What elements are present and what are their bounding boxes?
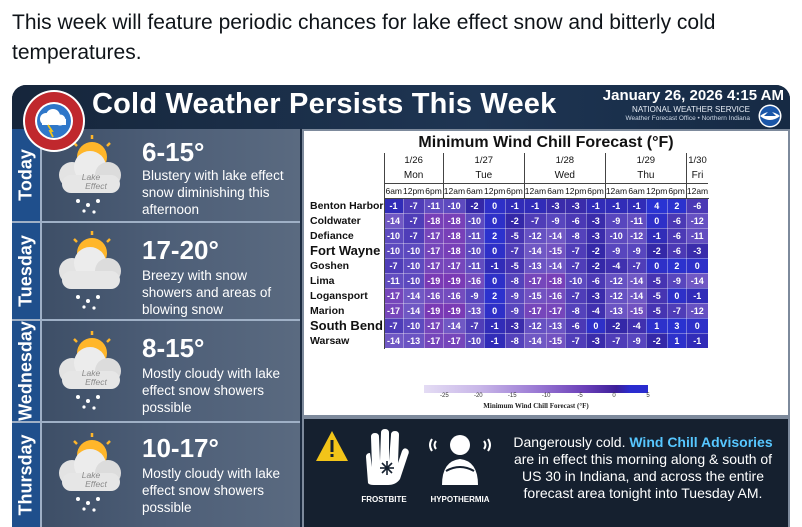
- wind-chill-cell: -3: [565, 198, 586, 213]
- wind-chill-cell: -11: [686, 228, 708, 243]
- location-name: Logansport: [308, 288, 384, 303]
- advisory-rest: are in effect this morning along & south of US 30 in Indiana, and across the entire forecast area tonight into Tuesday AM.: [513, 451, 773, 501]
- wind-chill-cell: -16: [546, 288, 565, 303]
- day-label: Tue: [443, 168, 524, 183]
- day-label: Thu: [605, 168, 686, 183]
- wind-chill-cell: -13: [403, 333, 424, 348]
- colorbar-tick: -5: [577, 393, 583, 399]
- wind-chill-cell: -9: [627, 333, 646, 348]
- wind-chill-cell: 2: [484, 228, 505, 243]
- table-row: [308, 288, 708, 303]
- warning-icon: [314, 429, 350, 463]
- day-temp: 17-20°: [142, 235, 219, 265]
- date-label: 1/28: [524, 153, 605, 168]
- frostbite-hand-icon: [352, 427, 416, 487]
- hypothermia-label: HYPOTHERMIA: [430, 495, 490, 504]
- wind-chill-cell: -5: [646, 273, 667, 288]
- wind-chill-cell: -13: [546, 318, 565, 333]
- hour-label: 12pm: [484, 183, 505, 198]
- wind-chill-cell: -8: [505, 333, 524, 348]
- advisory-text: [504, 434, 782, 502]
- day-label: Fri: [686, 168, 708, 183]
- wind-chill-cell: -19: [443, 273, 465, 288]
- wind-chill-cell: -8: [565, 228, 586, 243]
- wind-chill-cell: -9: [546, 213, 565, 228]
- advisory-panel: [304, 419, 788, 527]
- wind-chill-cell: -7: [403, 198, 424, 213]
- table-row: [308, 333, 708, 348]
- snow-showers-icon: [48, 229, 136, 313]
- graphic-title: Cold Weather Persists This Week: [92, 88, 557, 120]
- wind-chill-cell: -7: [403, 228, 424, 243]
- wind-chill-cell: -9: [505, 303, 524, 318]
- wind-chill-cell: -8: [565, 303, 586, 318]
- day-panel-tuesday: [12, 223, 300, 321]
- location-name: Defiance: [308, 228, 384, 243]
- wind-chill-cell: -10: [565, 273, 586, 288]
- wind-chill-cell: -11: [384, 273, 403, 288]
- wind-chill-cell: -6: [667, 243, 686, 258]
- wind-chill-cell: -9: [605, 213, 627, 228]
- wind-chill-cell: 2: [484, 288, 505, 303]
- wind-chill-cell: -18: [443, 228, 465, 243]
- location-name: Fort Wayne: [308, 243, 384, 258]
- day-temp: 6-15°: [142, 137, 205, 167]
- location-name: Marion: [308, 303, 384, 318]
- table-row: [308, 228, 708, 243]
- hour-label: 12pm: [403, 183, 424, 198]
- hour-label: 12pm: [646, 183, 667, 198]
- table-row: [308, 258, 708, 273]
- wind-chill-cell: -11: [627, 213, 646, 228]
- date-label: 1/29: [605, 153, 686, 168]
- chart-title: Minimum Wind Chill Forecast (°F): [418, 134, 674, 151]
- colorbar-tick: -15: [507, 393, 517, 399]
- wind-chill-cell: 2: [667, 198, 686, 213]
- lake-effect-snow-icon: [48, 329, 136, 413]
- date-label: 1/30: [688, 155, 707, 166]
- colorbar-tick: -10: [541, 393, 551, 399]
- date-label: 1/27: [443, 153, 524, 168]
- svg-text:Effect: Effect: [85, 181, 107, 191]
- wind-chill-cell: -14: [627, 288, 646, 303]
- wind-chill-cell: -14: [524, 243, 546, 258]
- wind-chill-cell: -7: [627, 258, 646, 273]
- wind-chill-cell: -13: [605, 303, 627, 318]
- wind-chill-cell: 0: [484, 198, 505, 213]
- wind-chill-cell: -6: [565, 213, 586, 228]
- wind-chill-cell: -17: [424, 333, 443, 348]
- wind-chill-cell: -1: [484, 318, 505, 333]
- wind-chill-cell: -9: [465, 288, 484, 303]
- wind-chill-cell: -10: [465, 243, 484, 258]
- table-row: [308, 273, 708, 288]
- wind-chill-cell: -7: [605, 333, 627, 348]
- day-label: Wed: [524, 168, 605, 183]
- wind-chill-cell: -1: [646, 228, 667, 243]
- wind-chill-cell: -1: [505, 198, 524, 213]
- wind-chill-cell: -13: [465, 303, 484, 318]
- wind-chill-table: [308, 153, 709, 349]
- wind-chill-cell: -7: [465, 318, 484, 333]
- wind-chill-cell: -9: [627, 243, 646, 258]
- wind-chill-cell: 3: [667, 318, 686, 333]
- wind-chill-cell: -12: [524, 318, 546, 333]
- wind-chill-cell: -6: [667, 228, 686, 243]
- day-desc: Breezy with snow showers and areas of blowing snow: [142, 268, 272, 317]
- wind-chill-cell: -5: [646, 303, 667, 318]
- wind-chill-cell: 0: [484, 243, 505, 258]
- svg-text:Effect: Effect: [85, 377, 107, 387]
- wind-chill-cell: -17: [524, 303, 546, 318]
- colorbar-label: Minimum Wind Chill Forecast (°F): [483, 402, 589, 410]
- wind-chill-cell: -5: [505, 228, 524, 243]
- wind-chill-cell: -11: [465, 228, 484, 243]
- daily-outlook: [12, 129, 300, 527]
- wind-chill-cell: -17: [384, 303, 403, 318]
- wind-chill-cell: -14: [403, 303, 424, 318]
- day-desc: Blustery with lake effect snow diminishing this afternoon: [142, 168, 284, 217]
- wind-chill-cell: -1: [627, 198, 646, 213]
- wind-chill-cell: -6: [565, 318, 586, 333]
- wind-chill-cell: -12: [686, 303, 708, 318]
- wind-chill-cell: -5: [505, 258, 524, 273]
- wind-chill-cell: -10: [465, 333, 484, 348]
- colorbar-tick: -25: [440, 393, 449, 399]
- location-name: Goshen: [308, 258, 384, 273]
- wind-chill-cell: -11: [424, 198, 443, 213]
- lake-effect-snow-icon: [48, 431, 136, 515]
- wind-chill-cell: 0: [586, 318, 605, 333]
- day-label: Mon: [384, 168, 443, 183]
- hour-label: 12pm: [565, 183, 586, 198]
- wind-chill-cell: -19: [424, 273, 443, 288]
- hour-label: 12am: [524, 183, 546, 198]
- day-tab: Wednesday: [12, 321, 42, 421]
- svg-text:Lake: Lake: [81, 368, 101, 378]
- wind-chill-cell: -7: [384, 258, 403, 273]
- wind-chill-cell: -2: [646, 243, 667, 258]
- wind-chill-cell: 0: [667, 288, 686, 303]
- day-tab: Tuesday: [12, 223, 42, 319]
- wind-chill-cell: -14: [403, 288, 424, 303]
- wind-chill-cell: -14: [524, 333, 546, 348]
- wind-chill-cell: -1: [605, 198, 627, 213]
- hour-label: 6am: [546, 183, 565, 198]
- wind-chill-cell: -7: [565, 243, 586, 258]
- wind-chill-cell: -7: [403, 213, 424, 228]
- day-panel-thursday: [12, 423, 300, 527]
- wind-chill-cell: -7: [565, 333, 586, 348]
- colorbar: [424, 385, 648, 393]
- day-temp: 8-15°: [142, 333, 205, 363]
- wind-chill-cell: -2: [586, 243, 605, 258]
- wind-chill-cell: -12: [524, 228, 546, 243]
- post-text: This week will feature periodic chances for lake effect snow and bitterly cold temperatures.: [12, 11, 716, 64]
- day-temp: 10-17°: [142, 433, 219, 463]
- wind-chill-cell: -17: [424, 318, 443, 333]
- wind-chill-cell: -3: [586, 333, 605, 348]
- colorbar-tick: 5: [646, 393, 650, 399]
- wind-chill-cell: 0: [646, 213, 667, 228]
- right-panel: [302, 129, 790, 527]
- hour-label: 6pm: [667, 183, 686, 198]
- day-panel-wednesday: [12, 321, 300, 423]
- wind-chill-cell: -14: [384, 333, 403, 348]
- wind-chill-cell: -3: [686, 243, 708, 258]
- org-name: NATIONAL WEATHER SERVICE: [632, 105, 750, 114]
- table-row: [308, 318, 708, 333]
- wind-chill-cell: -12: [627, 228, 646, 243]
- table-row: [308, 303, 708, 318]
- wind-chill-cell: -12: [605, 273, 627, 288]
- wind-chill-cell: -11: [465, 258, 484, 273]
- wind-chill-cell: -17: [524, 273, 546, 288]
- hour-label: 6pm: [586, 183, 605, 198]
- wind-chill-cell: -10: [403, 258, 424, 273]
- wind-chill-cell: -2: [505, 213, 524, 228]
- wind-chill-cell: -10: [465, 213, 484, 228]
- wind-chill-cell: -6: [586, 273, 605, 288]
- wind-chill-cell: 0: [686, 318, 708, 333]
- wind-chill-cell: -14: [627, 273, 646, 288]
- wind-chill-cell: -17: [424, 228, 443, 243]
- graphic-header: [12, 85, 790, 129]
- colorbar-tick: -20: [473, 393, 483, 399]
- wind-chill-cell: -18: [424, 213, 443, 228]
- wind-chill-cell: -4: [627, 318, 646, 333]
- wind-chill-cell: -4: [586, 303, 605, 318]
- wind-chill-cell: -1: [384, 198, 403, 213]
- hypothermia-person-icon: [428, 427, 492, 487]
- wind-chill-cell: -10: [605, 228, 627, 243]
- frostbite-label: FROSTBITE: [361, 495, 407, 504]
- wind-chill-cell: -19: [424, 303, 443, 318]
- wind-chill-cell: 1: [667, 333, 686, 348]
- wind-chill-cell: -14: [546, 258, 565, 273]
- wind-chill-cell: -7: [505, 243, 524, 258]
- day-tab: Thursday: [12, 423, 42, 527]
- wind-chill-cell: -10: [443, 198, 465, 213]
- wind-chill-cell: 0: [484, 213, 505, 228]
- wind-chill-cell: -9: [605, 243, 627, 258]
- wind-chill-cell: -15: [524, 288, 546, 303]
- weather-graphic[interactable]: [12, 85, 790, 527]
- wind-chill-cell: -2: [605, 318, 627, 333]
- wind-chill-cell: -15: [546, 333, 565, 348]
- wind-chill-cell: -7: [565, 288, 586, 303]
- location-name: South Bend: [310, 318, 383, 333]
- date-label: 1/26: [384, 153, 443, 168]
- wind-chill-cell: -17: [424, 243, 443, 258]
- issue-date: January 26, 2026 4:15 AM: [602, 87, 784, 104]
- wind-chill-cell: -7: [565, 258, 586, 273]
- hour-label: 6am: [465, 183, 484, 198]
- wind-chill-cell: 4: [646, 198, 667, 213]
- wind-chill-cell: -17: [384, 288, 403, 303]
- wind-chill-cell: -17: [443, 258, 465, 273]
- wind-chill-cell: -6: [686, 198, 708, 213]
- wind-chill-cell: 0: [484, 303, 505, 318]
- wind-chill-cell: 1: [646, 318, 667, 333]
- wind-chill-cell: -12: [686, 213, 708, 228]
- svg-text:Lake: Lake: [81, 172, 101, 182]
- wind-chill-cell: -16: [443, 288, 465, 303]
- wind-chill-cell: -14: [443, 318, 465, 333]
- hour-label: 6pm: [505, 183, 524, 198]
- location-name: Benton Harbor: [310, 199, 384, 212]
- wind-chill-cell: -17: [546, 303, 565, 318]
- table-row: [308, 243, 708, 258]
- table-row: [308, 198, 708, 213]
- wind-chill-cell: 0: [484, 273, 505, 288]
- wind-chill-cell: -1: [686, 288, 708, 303]
- wind-chill-chart: [304, 131, 788, 415]
- wind-chill-cell: -1: [484, 258, 505, 273]
- wind-chill-cell: -1: [686, 333, 708, 348]
- wind-chill-cell: -3: [586, 213, 605, 228]
- noaa-logo-icon: [758, 104, 782, 128]
- hour-label: 12am: [686, 183, 708, 198]
- wind-chill-cell: -9: [667, 273, 686, 288]
- office-name: Weather Forecast Office • Northern Indiana: [625, 115, 750, 122]
- wind-chill-cell: -10: [384, 228, 403, 243]
- wind-chill-cell: -9: [505, 288, 524, 303]
- wind-chill-cell: -2: [586, 258, 605, 273]
- wind-chill-cell: -1: [484, 333, 505, 348]
- wind-chill-cell: -10: [384, 243, 403, 258]
- wind-chill-cell: -3: [586, 228, 605, 243]
- wind-chill-cell: -16: [465, 273, 484, 288]
- table-row: [308, 213, 708, 228]
- wind-chill-cell: 0: [646, 258, 667, 273]
- advisory-highlight[interactable]: Wind Chill Advisories: [629, 434, 773, 450]
- wind-chill-cell: -18: [443, 243, 465, 258]
- wind-chill-cell: -7: [384, 318, 403, 333]
- wind-chill-cell: -1: [586, 198, 605, 213]
- wind-chill-cell: 2: [667, 258, 686, 273]
- wind-chill-cell: -10: [403, 273, 424, 288]
- colorbar-tick: 0: [612, 393, 616, 399]
- wind-chill-cell: -14: [686, 273, 708, 288]
- svg-text:Effect: Effect: [85, 479, 107, 489]
- hour-label: 6pm: [424, 183, 443, 198]
- wind-chill-cell: -2: [465, 198, 484, 213]
- advisory-lead: Dangerously cold.: [513, 434, 626, 450]
- wind-chill-cell: -16: [424, 288, 443, 303]
- nws-seal-logo: [22, 89, 86, 153]
- hour-label: 6am: [384, 183, 403, 198]
- wind-chill-cell: -3: [546, 198, 565, 213]
- day-desc: Mostly cloudy with lake effect snow showers possible: [142, 466, 281, 515]
- wind-chill-cell: -2: [646, 333, 667, 348]
- wind-chill-cell: -17: [424, 258, 443, 273]
- wind-chill-cell: -13: [524, 258, 546, 273]
- wind-chill-cell: -1: [524, 198, 546, 213]
- wind-chill-cell: -6: [667, 213, 686, 228]
- location-name: Lima: [308, 273, 384, 288]
- wind-chill-cell: -10: [403, 243, 424, 258]
- wind-chill-cell: -8: [505, 273, 524, 288]
- wind-chill-cell: -7: [524, 213, 546, 228]
- wind-chill-cell: -19: [443, 303, 465, 318]
- wind-chill-cell: -7: [667, 303, 686, 318]
- wind-chill-cell: -15: [546, 243, 565, 258]
- hour-label: 12am: [605, 183, 627, 198]
- day-tab: Today: [12, 129, 42, 221]
- day-desc: Mostly cloudy with lake effect snow showers possible: [142, 366, 281, 415]
- hour-label: 12am: [443, 183, 465, 198]
- wind-chill-cell: -12: [605, 288, 627, 303]
- location-name: Warsaw: [308, 333, 384, 348]
- svg-text:Lake: Lake: [81, 470, 101, 480]
- wind-chill-cell: -14: [546, 228, 565, 243]
- location-name: Coldwater: [308, 213, 384, 228]
- wind-chill-cell: -3: [505, 318, 524, 333]
- wind-chill-cell: -4: [605, 258, 627, 273]
- wind-chill-cell: -3: [586, 288, 605, 303]
- wind-chill-cell: -5: [646, 288, 667, 303]
- wind-chill-cell: 0: [686, 258, 708, 273]
- wind-chill-cell: -14: [384, 213, 403, 228]
- wind-chill-cell: -15: [627, 303, 646, 318]
- wind-chill-cell: -10: [403, 318, 424, 333]
- hour-label: 6am: [627, 183, 646, 198]
- wind-chill-cell: -18: [546, 273, 565, 288]
- wind-chill-cell: -18: [443, 213, 465, 228]
- wind-chill-cell: -17: [443, 333, 465, 348]
